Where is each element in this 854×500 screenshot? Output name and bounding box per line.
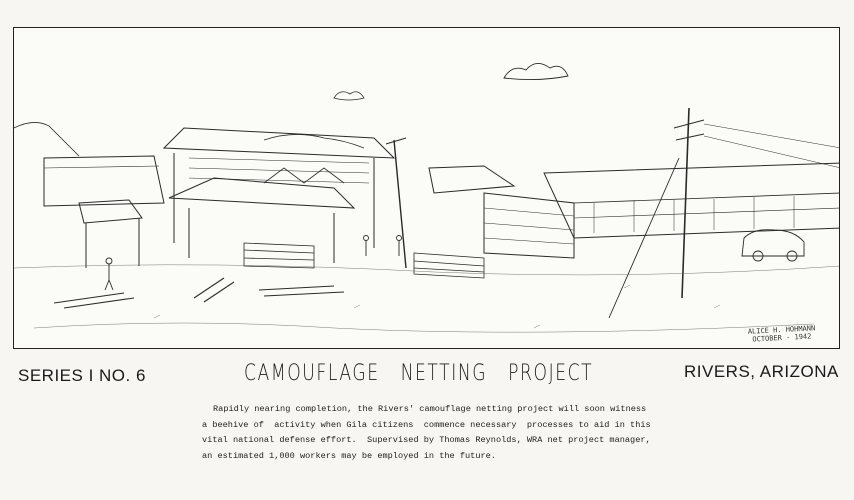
page-title: CAMOUFLAGE NETTING PROJECT [244,361,594,386]
series-label: SERIES I NO. 6 [18,366,146,385]
signature-name: ALICE H. HOHMANN [747,324,815,336]
location-label: RIVERS, ARIZONA [684,362,839,381]
caption-text [202,402,733,464]
caption-line-3: vital national defense effort. Supervised by Thomas Reynolds, WRA net project manager, [202,435,651,445]
caption-line-1: Rapidly nearing completion, the Rivers' camouflage netting project will soon witness [213,404,647,414]
caption-line-2: a beehive of activity when Gila citizens commence necessary processes to aid in this [202,419,651,430]
signature-date: OCTOBER - 1942 [751,332,812,344]
caption-line-4: an estimated 1,000 workers may be employed in the future. [202,450,496,461]
sketch-illustration [13,27,840,349]
